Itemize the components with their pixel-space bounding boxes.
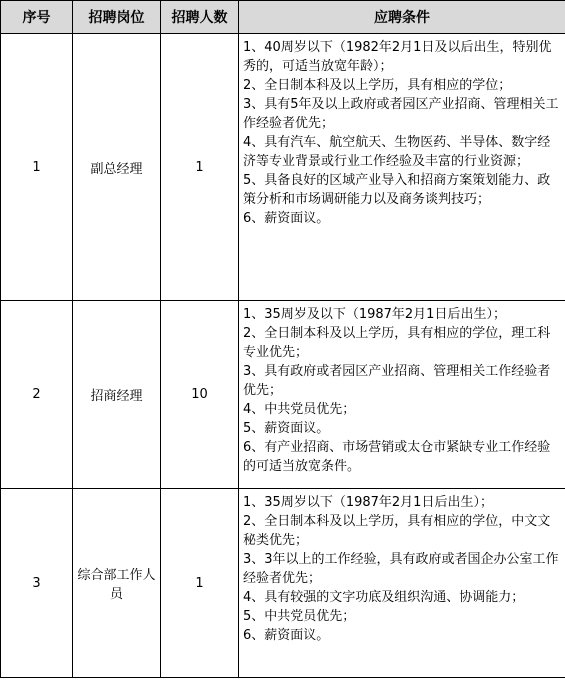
requirement-item: 1、40周岁以下（1982年2月1日及以后出生，特别优秀的，可适当放宽年龄）；	[243, 40, 552, 74]
row-position: 综合部工作人员	[73, 489, 161, 678]
requirement-item: 4、具有较强的文字功底及组织沟通、协调能力；	[243, 590, 525, 605]
requirement-item: 3、具有5年及以上政府或者园区产业招商、管理相关工作经验者优先；	[243, 97, 559, 131]
row-count: 10	[161, 301, 239, 489]
requirement-item: 6、有产业招商、市场营销或太仓市紧缺专业工作经验的可适当放宽条件。	[243, 440, 551, 474]
requirement-item: 5、薪资面议。	[243, 421, 330, 436]
requirement-item: 1、35周岁以下（1987年2月1日后出生）；	[243, 495, 493, 510]
requirement-item: 6、薪资面议。	[243, 628, 330, 643]
requirement-item: 4、具有汽车、航空航天、生物医药、半导体、数字经济等专业背景或行业工作经验及丰富的行业资源；	[243, 135, 551, 169]
requirement-item: 6、薪资面议。	[243, 211, 330, 226]
requirement-item: 5、具备良好的区域产业导入和招商方案策划能力、政策分析和市场调研能力以及商务谈判技巧；	[243, 173, 551, 207]
requirement-item: 5、中共党员优先；	[243, 609, 356, 624]
row-requirements	[239, 34, 565, 301]
row-requirements	[239, 301, 565, 489]
row-index: 2	[1, 301, 73, 489]
table-row	[1, 34, 565, 301]
requirement-item: 3、3年以上的工作经验，具有政府或者国企办公室工作经验者优先；	[243, 552, 559, 586]
requirement-item: 1、35周岁及以下（1987年2月1日后出生）；	[243, 307, 506, 322]
row-count: 1	[161, 34, 239, 301]
requirement-item: 2、全日制本科及以上学历，具有相应的学位，理工科专业优先；	[243, 326, 551, 360]
header-requirements: 应聘条件	[239, 1, 565, 34]
row-position: 副总经理	[73, 34, 161, 301]
requirement-item: 3、具有政府或者园区产业招商、管理相关工作经验者优先；	[243, 364, 551, 398]
header-row	[1, 1, 565, 34]
requirement-item: 2、全日制本科及以上学历，具有相应的学位，中文文秘类优先；	[243, 514, 551, 548]
row-position: 招商经理	[73, 301, 161, 489]
header-count: 招聘人数	[161, 1, 239, 34]
row-index: 1	[1, 34, 73, 301]
row-index: 3	[1, 489, 73, 678]
row-requirements	[239, 489, 565, 678]
table-row	[1, 301, 565, 489]
requirement-item: 4、中共党员优先；	[243, 402, 356, 417]
requirement-item: 2、全日制本科及以上学历，具有相应的学位；	[243, 78, 512, 93]
header-position: 招聘岗位	[73, 1, 161, 34]
header-index: 序号	[1, 1, 73, 34]
row-count: 1	[161, 489, 239, 678]
table-row	[1, 489, 565, 678]
